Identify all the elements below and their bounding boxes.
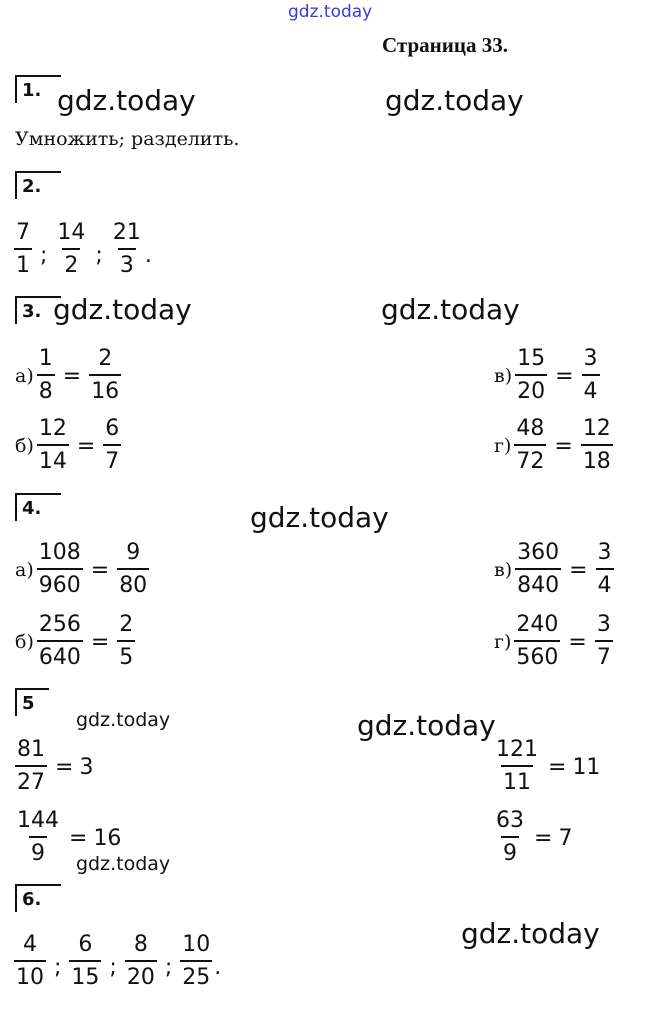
denominator: 4 [582, 374, 600, 408]
watermark: gdz.today [76, 853, 171, 875]
denominator: 18 [581, 444, 613, 478]
numerator: 14 [57, 220, 86, 245]
denominator: 960 [37, 568, 83, 602]
numerator: 7 [16, 220, 30, 245]
fraction [595, 610, 613, 674]
task-4-item-v [494, 538, 616, 602]
denominator: 1 [14, 248, 32, 282]
numerator: 6 [105, 416, 120, 441]
denominator: 8 [37, 374, 55, 408]
fraction [37, 538, 83, 602]
denominator: 14 [37, 444, 69, 478]
denominator: 11 [501, 765, 533, 799]
task-4-item-a [15, 538, 151, 602]
numerator: 3 [583, 346, 598, 371]
fraction [15, 806, 61, 870]
item-label: а) [15, 559, 34, 581]
denominator: 3 [118, 248, 136, 282]
fraction [89, 344, 121, 408]
task-5-item-4: $\frac{63}{9}$ = 7 [492, 806, 572, 870]
fraction [69, 930, 101, 994]
denominator: 15 [69, 960, 101, 994]
item-label: г) [494, 435, 512, 457]
task-3-number: 3. [15, 296, 61, 324]
task-3-item-b [15, 414, 123, 478]
fraction [37, 414, 69, 478]
equals-sign: = [90, 557, 110, 583]
numerator: 121 [496, 737, 538, 762]
numerator: 108 [38, 540, 81, 565]
numerator: 2 [98, 346, 113, 371]
denominator: 640 [37, 640, 83, 674]
fraction [117, 538, 149, 602]
fraction [111, 218, 143, 282]
separator: . [214, 955, 222, 980]
denominator: 72 [514, 444, 546, 478]
equals-sign: = [62, 363, 82, 389]
denominator: 80 [117, 568, 149, 602]
watermark: gdz.today [385, 84, 524, 117]
numerator: 12 [38, 416, 67, 441]
task-4-item-b [15, 610, 137, 674]
equals-sign: = [548, 754, 567, 780]
numerator: 81 [17, 737, 45, 762]
separator: ; [40, 243, 48, 268]
task-5-item-1: $\frac{81}{27}$ = 3 [13, 735, 93, 799]
fraction [515, 538, 561, 602]
item-label: в) [494, 559, 513, 581]
numerator: 240 [516, 612, 559, 637]
fraction [494, 806, 526, 870]
numerator: 256 [38, 612, 81, 637]
task-3-item-g [494, 414, 615, 478]
denominator: 5 [117, 640, 135, 674]
item-label: в) [494, 365, 513, 387]
numerator: 12 [582, 416, 611, 441]
numerator: 4 [23, 932, 37, 957]
numerator: 144 [17, 808, 59, 833]
task-2-answer [12, 218, 158, 282]
numerator: 8 [133, 932, 148, 957]
watermark: gdz.today [250, 501, 389, 534]
equals-sign: = [555, 363, 574, 389]
separator: ; [164, 955, 173, 980]
fraction [514, 610, 560, 674]
denominator: 7 [103, 444, 121, 478]
numerator: 9 [126, 540, 141, 565]
equals-sign: = [55, 754, 74, 780]
task-3-item-v [494, 344, 602, 408]
denominator: 10 [14, 960, 46, 994]
item-label: а) [15, 365, 34, 387]
item-label: г) [494, 631, 512, 653]
watermark: gdz.today [381, 293, 520, 326]
denominator: 2 [62, 248, 80, 282]
task-5-number: 5 [15, 688, 49, 716]
watermark: gdz.today [461, 917, 600, 950]
denominator: 25 [180, 960, 212, 994]
denominator: 9 [29, 836, 47, 870]
item-label: б) [15, 435, 34, 457]
equals-sign: = [76, 433, 96, 459]
equals-sign: = [554, 433, 573, 459]
numerator: 21 [112, 220, 141, 245]
denominator: 7 [595, 640, 613, 674]
task-6-number: 6. [15, 884, 61, 912]
equals-sign: = [69, 825, 88, 851]
separator: ; [95, 243, 103, 268]
fraction [117, 610, 135, 674]
watermark: gdz.today [357, 709, 496, 742]
task-1-answer: Умножить; разделить. [15, 128, 240, 150]
fraction [596, 538, 614, 602]
fraction [581, 414, 613, 478]
numerator: 10 [182, 932, 211, 957]
fraction [180, 930, 212, 994]
separator: ; [109, 955, 117, 980]
numerator: 2 [119, 612, 134, 637]
task-3-item-a [15, 344, 123, 408]
watermark: gdz.today [53, 293, 192, 326]
task-4-number: 4. [15, 493, 61, 521]
fraction [37, 610, 83, 674]
numerator: 6 [78, 932, 93, 957]
denominator: 840 [515, 568, 561, 602]
equals-sign: = [90, 629, 110, 655]
fraction [14, 930, 46, 994]
equals-sign: = [568, 629, 587, 655]
task-4-item-g [494, 610, 615, 674]
fraction [514, 414, 546, 478]
item-label: б) [15, 631, 34, 653]
denominator: 27 [15, 765, 47, 799]
denominator: 4 [596, 568, 614, 602]
equals-sign: = [534, 825, 553, 851]
fraction [494, 735, 540, 799]
separator: ; [54, 955, 62, 980]
denominator: 20 [515, 374, 547, 408]
fraction [582, 344, 600, 408]
fraction [125, 930, 157, 994]
watermark: gdz.today [76, 709, 171, 731]
numerator: 48 [516, 416, 545, 441]
numerator: 63 [496, 808, 524, 833]
numerator: 360 [517, 540, 560, 565]
numerator: 15 [517, 346, 546, 371]
separator: . [144, 243, 152, 268]
task-1-number: 1. [15, 75, 61, 103]
denominator: 560 [514, 640, 560, 674]
equals-sign: = [569, 557, 588, 583]
task-5-item-3: $\frac{121}{11}$ = 11 [492, 735, 600, 799]
fraction [515, 344, 547, 408]
denominator: 20 [125, 960, 157, 994]
numerator: 3 [596, 612, 611, 637]
task-5-item-2: $\frac{144}{9}$ = 16 [13, 806, 121, 870]
numerator: 3 [597, 540, 612, 565]
site-logo-text: gdz.today [288, 2, 373, 22]
fraction [14, 218, 32, 282]
fraction [15, 735, 47, 799]
fraction [103, 414, 121, 478]
denominator: 16 [89, 374, 121, 408]
fraction [37, 344, 55, 408]
page-title: Страница 33. [382, 33, 508, 57]
fraction [55, 218, 87, 282]
task-2-number: 2. [15, 171, 61, 199]
task-6-answer [12, 930, 227, 994]
numerator: 1 [38, 346, 53, 371]
watermark: gdz.today [57, 84, 196, 117]
denominator: 9 [501, 836, 519, 870]
